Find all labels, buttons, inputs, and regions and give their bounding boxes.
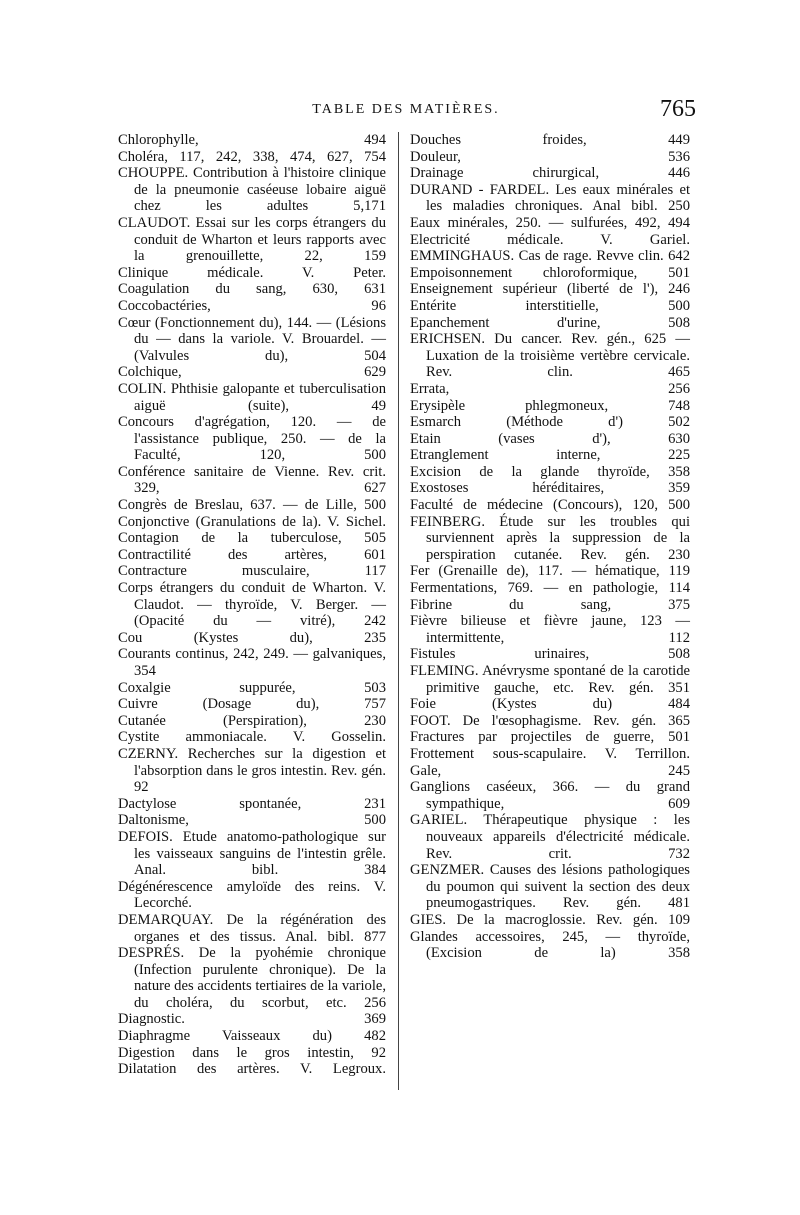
index-entry: Chlorophylle, 494: [118, 132, 386, 148]
index-entry: CHOUPPE. Contribution à l'histoire clinique de la pneumonie caséeuse lobaire aiguë chez les adultes 5,171: [118, 165, 386, 215]
index-entry: Glandes accessoires, 245, — thyroïde, (Excision de la) 358: [410, 928, 690, 962]
index-entry: Corps étrangers du conduit de Wharton. V. Claudot. — thyroïde, V. Berger. — (Opacité du — vitré), 242: [118, 580, 386, 630]
index-entry: Frottement sous-scapulaire. V. Terrillon.: [410, 745, 690, 762]
index-entry: Coccobactéries, 96: [118, 297, 386, 314]
index-entry: Entérite interstitielle, 500: [410, 297, 690, 314]
index-entry: DURAND - FARDEL. Les eaux minérales et les maladies chroniques. Anal bibl. 250: [410, 181, 690, 215]
index-entry: Dégénérescence amyloïde des reins. V. Lecorché.: [118, 878, 386, 912]
index-entry: CLAUDOT. Essai sur les corps étrangers du conduit de Wharton et leurs rapports avec la grenouillette, 22, 159: [118, 214, 386, 265]
index-entry: FLEMING. Anévrysme spontané de la carotide primitive gauche, etc. Rev. gén. 351: [410, 663, 690, 696]
index-entry: Coagulation du sang, 630, 631: [118, 281, 386, 298]
index-column-right: [410, 132, 690, 962]
index-entry: Fistules urinaires, 508: [410, 646, 690, 663]
index-entry: CZERNY. Recherches sur la digestion et l'absorption dans le gros intestin. Rev. gén. 92: [118, 745, 386, 796]
index-entry: Fermentations, 769. — en pathologie, 114: [410, 580, 690, 597]
index-entry: Erysipèle phlegmoneux, 748: [410, 397, 690, 414]
index-entry: Cuivre (Dosage du), 757: [118, 696, 386, 713]
index-entry: Coxalgie suppurée, 503: [118, 679, 386, 696]
index-entry: Fibrine du sang, 375: [410, 596, 690, 613]
index-entry: Excision de la glande thyroïde, 358: [410, 463, 690, 480]
index-entry: GENZMER. Causes des lésions pathologiques du poumon qui suivent la section des deux pneumogastriques. Rev. gén. 481: [410, 862, 690, 912]
column-divider: [398, 132, 399, 1090]
index-entry: Errata, 256: [410, 380, 690, 397]
index-entry: COLIN. Phthisie galopante et tuberculisation aiguë (suite), 49: [118, 380, 386, 414]
page-number: 765: [660, 96, 696, 122]
index-entry: Daltonisme, 500: [118, 812, 386, 829]
index-entry: Ganglions caséeux, 366. — du grand sympathique, 609: [410, 779, 690, 812]
index-entry: Conférence sanitaire de Vienne. Rev. crit. 329, 627: [118, 463, 386, 497]
index-entry: Faculté de médecine (Concours), 120, 500: [410, 497, 690, 514]
index-entry: Esmarch (Méthode d') 502: [410, 414, 690, 431]
index-entry: Eaux minérales, 250. — sulfurées, 492, 494: [410, 214, 690, 231]
index-entry: Clinique médicale. V. Peter.: [118, 264, 386, 281]
index-entry: GARIEL. Thérapeutique physique : les nouveaux appareils d'électricité médicale. Rev. crit. 732: [410, 812, 690, 862]
index-entry: Congrès de Breslau, 637. — de Lille, 500: [118, 497, 386, 514]
index-entry: Cou (Kystes du), 235: [118, 629, 386, 646]
index-entry: Exostoses héréditaires, 359: [410, 480, 690, 497]
index-entry: FOOT. De l'œsophagisme. Rev. gén. 365: [410, 712, 690, 729]
index-entry: Cystite ammoniacale. V. Gosselin.: [118, 729, 386, 746]
index-entry: Contractilité des artères, 601: [118, 546, 386, 563]
index-entry: Etranglement interne, 225: [410, 447, 690, 464]
index-entry: ERICHSEN. Du cancer. Rev. gén., 625 — Luxation de la troisième vertèbre cervicale. Rev. clin. 465: [410, 331, 690, 381]
index-entry: Contagion de la tuberculose, 505: [118, 530, 386, 547]
index-entry: FEINBERG. Étude sur les troubles qui surviennent après la suppression de la perspiration cutanée. Rev. gén. 230: [410, 513, 690, 563]
index-entry: Drainage chirurgical, 446: [410, 165, 690, 182]
index-entry: Choléra, 117, 242, 338, 474, 627, 754: [118, 148, 386, 165]
running-title: TABLE DES MATIÈRES.: [312, 102, 500, 117]
index-entry: Concours d'agrégation, 120. — de l'assistance publique, 250. — de la Faculté, 120, 500: [118, 414, 386, 464]
index-entry: Etain (vases d'), 630: [410, 430, 690, 447]
index-entry: GIES. De la macroglossie. Rev. gén. 109: [410, 911, 690, 928]
index-entry: DESPRÉS. De la pyohémie chronique (Infection purulente chronique). De la nature des accidents tertiaires de la variole, du choléra, du scorbut, etc. 256: [118, 945, 386, 1011]
index-entry: Empoisonnement chloroformique, 501: [410, 264, 690, 281]
index-entry: Gale, 245: [410, 762, 690, 779]
index-entry: Fractures par projectiles de guerre, 501: [410, 729, 690, 746]
index-entry: Cœur (Fonctionnement du), 144. — (Lésions du — dans la variole. V. Brouardel. — (Valvules du), 504: [118, 314, 386, 364]
index-entry: Colchique, 629: [118, 364, 386, 381]
index-entry: EMMINGHAUS. Cas de rage. Revve clin. 642: [410, 248, 690, 265]
index-entry: Douches froides, 449: [410, 132, 690, 148]
index-entry: Diaphragme Vaisseaux du) 482: [118, 1028, 386, 1045]
index-entry: Fièvre bilieuse et fièvre jaune, 123 — intermittente, 112: [410, 613, 690, 646]
index-entry: Douleur, 536: [410, 148, 690, 165]
index-entry: Courants continus, 242, 249. — galvaniques, 354: [118, 646, 386, 679]
index-entry: Diagnostic. 369: [118, 1011, 386, 1028]
page-header: [116, 96, 696, 126]
index-entry: Dactylose spontanée, 231: [118, 795, 386, 812]
index-entry: Digestion dans le gros intestin, 92: [118, 1044, 386, 1061]
index-entry: Conjonctive (Granulations de la). V. Sichel.: [118, 513, 386, 530]
index-entry: Foie (Kystes du) 484: [410, 696, 690, 713]
index-entry: Epanchement d'urine, 508: [410, 314, 690, 331]
index-entry: Cutanée (Perspiration), 230: [118, 712, 386, 729]
index-entry: Enseignement supérieur (liberté de l'), 246: [410, 281, 690, 298]
index-entry: DEMARQUAY. De la régénération des organes et des tissus. Anal. bibl. 877: [118, 911, 386, 945]
index-entry: DEFOIS. Etude anatomo-pathologique sur les vaisseaux sanguins de l'intestin grêle. Anal. bibl. 384: [118, 828, 386, 879]
index-column-left: [118, 132, 386, 1078]
index-entry: Dilatation des artères. V. Legroux.: [118, 1061, 386, 1078]
index-entry: Electricité médicale. V. Gariel.: [410, 231, 690, 248]
index-entry: Contracture musculaire, 117: [118, 563, 386, 580]
index-entry: Fer (Grenaille de), 117. — hématique, 119: [410, 563, 690, 580]
